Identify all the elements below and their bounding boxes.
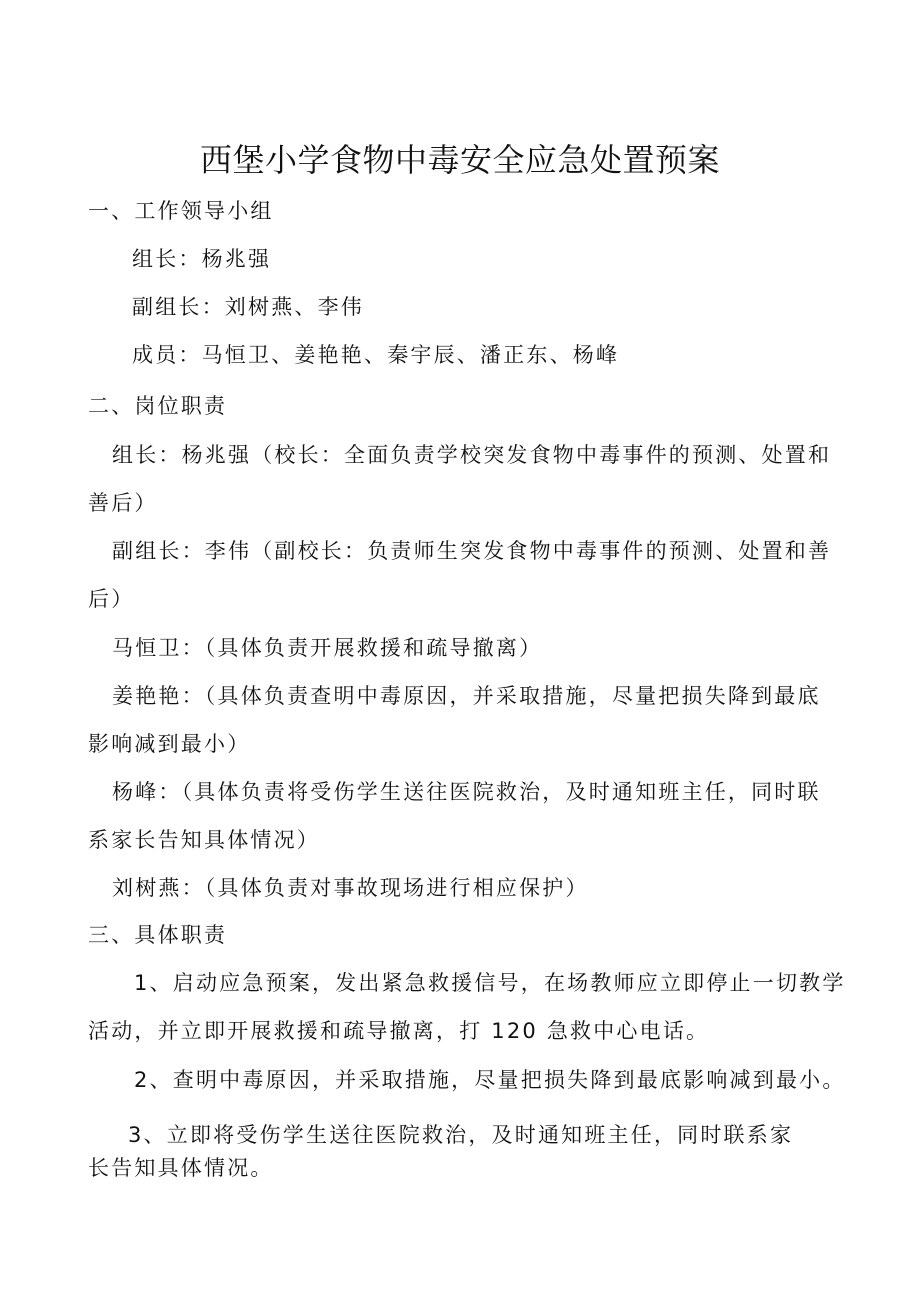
specific-item-1-line-1: 1、启动应急预案，发出紧急救援信号，在场教师应立即停止一切教学 <box>134 971 846 995</box>
duty-deputy-line-2: 后） <box>88 587 135 611</box>
deputy-leader-line: 副组长：刘树燕、李伟 <box>132 295 364 319</box>
section-heading-post-duties: 二、岗位职责 <box>88 394 228 418</box>
specific-item-2-line: 2、查明中毒原因，并采取措施，尽量把损失降到最底影响减到最小。 <box>134 1068 846 1092</box>
duty-investigation-line-2: 影响减到最小） <box>88 732 251 756</box>
specific-item-3-line-2: 长告知具体情况。 <box>88 1156 274 1180</box>
duty-hospital-line-2: 系家长告知具体情况） <box>88 828 320 852</box>
duty-leader-line-2: 善后） <box>88 491 158 515</box>
duty-rescue-line: 马恒卫：（具体负责开展救援和疏导撤离） <box>112 636 543 660</box>
leader-line: 组长：杨兆强 <box>132 247 272 271</box>
duty-investigation-line-1: 姜艳艳：（具体负责查明中毒原因，并采取措施，尽量把损失降到最底 <box>112 684 821 708</box>
duty-scene-protection-line: 刘树燕：（具体负责对事故现场进行相应保护） <box>112 876 589 900</box>
specific-item-1-line-2: 活动，并立即开展救援和疏导撤离，打 120 急救中心电话。 <box>88 1019 710 1043</box>
section-heading-leadership-group: 一、工作领导小组 <box>88 199 274 223</box>
members-line: 成员：马恒卫、姜艳艳、秦宇辰、潘正东、杨峰 <box>132 343 620 367</box>
specific-item-3-line-1: 3、立即将受伤学生送往医院救治，及时通知班主任，同时联系家 <box>128 1123 794 1147</box>
duty-hospital-line-1: 杨峰：（具体负责将受伤学生送往医院救治，及时通知班主任，同时联 <box>112 780 821 804</box>
section-heading-specific-duties: 三、具体职责 <box>88 923 228 947</box>
duty-deputy-line-1: 副组长：李伟（副校长：负责师生突发食物中毒事件的预测、处置和善 <box>112 539 832 563</box>
document-title: 西堡小学食物中毒安全应急处置预案 <box>199 141 720 179</box>
duty-leader-line-1: 组长：杨兆强（校长：全面负责学校突发食物中毒事件的预测、处置和 <box>112 443 832 467</box>
